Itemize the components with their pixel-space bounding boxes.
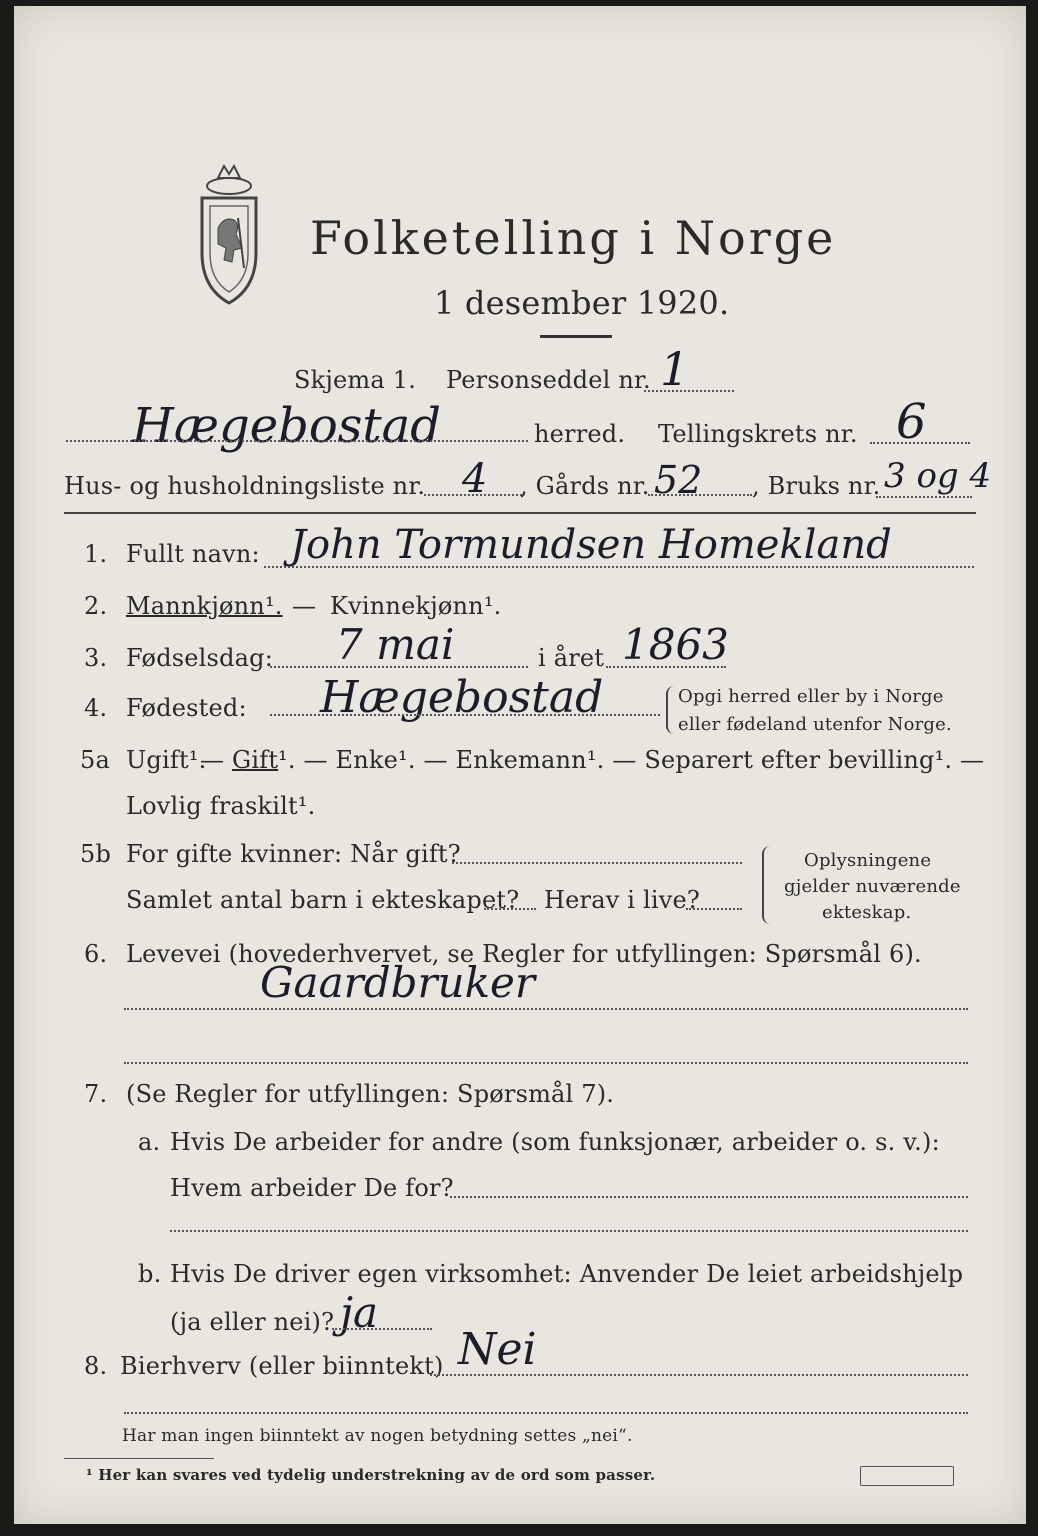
q7b-number: b. [138,1260,162,1288]
q2-number: 2. [84,592,108,620]
census-form: Folketelling i Norge 1 desember 1920. Skjema 1. Personseddel nr. 1 Hægebostad herred. Tellingskrets nr. 6 Hus- og husholdningsliste nr. 4 , Gårds nr. 52 , Bruks nr. 3 og 4 1. Fullt navn: John Tormundsen Homekland 2. Mannkjønn¹. — Kvinnekjønn¹. 3. Fødselsdag: 7 mai i året 1863 4. Fødested: Hægebostad Opgi herred eller by i Norge eller fødeland utenfor Norge. 5a Ugift¹. — Gift ¹. — Enke¹. — Enkemann¹. — Separert efter bevilling¹. — Lovlig fraskilt¹. 5b For gifte kvinner: Når gift? Samlet antal barn i ekteskapet? Herav i live? Oplysningene gjelder nuværende ekteskap. 6. Levevei (hovederhvervet, se Regler for utfyllingen: Spørsmål 6). Gaardbruker 7. (Se Regler for utfyllingen: Spørsmål 7). a. Hvis De arbeider for andre (som funksjonær, arbeider o. s. v.): Hvem arbeider De for? b. Hvis De driver egen virksomhet: Anvender De leiet arbeidshjelp (ja eller nei)? ja 8. Bierhverv (eller biinntekt) Nei Har man ingen biinntekt av nogen betydning settes „nei“. ¹ Her kan svares ved tydelig understrekning av de ord som passer. [14,6,1026,1524]
q5b-live: Herav i live? [544,886,700,914]
q7b-line [332,1328,432,1330]
footer-note: Har man ingen biinntekt av nogen betydning settes „nei“. [122,1426,633,1446]
form-title: Folketelling i Norge [310,211,837,265]
q6-label: Levevei (hovederhvervet, se Regler for utfyllingen: Spørsmål 6). [126,940,922,968]
gards-line [648,494,752,496]
title-rule [540,335,612,338]
q5a-gift: Gift [232,746,279,774]
hus-line [424,494,522,496]
q3-year-label: i året [538,644,605,672]
q1-number: 1. [84,540,108,568]
q6-value: Gaardbruker [260,958,535,1007]
q5a-fraskilt: Lovlig fraskilt¹. [126,792,316,820]
footnote-rule [64,1458,214,1459]
herred-value: Hægebostad [132,398,441,454]
q5b-note-1: Oplysningene [804,850,932,871]
q4-value: Hægebostad [320,672,604,723]
q5b-brace [762,846,772,924]
bruks-value: 3 og 4 [884,456,992,496]
q5b-note-2: gjelder nuværende [784,876,961,897]
q7a-who: Hvem arbeider De for? [170,1174,454,1202]
q6-line-2 [124,1062,968,1064]
q5b-live-line [686,908,742,910]
tellingskrets-line [870,442,970,444]
q4-note-2: eller fødeland utenfor Norge. [678,714,952,735]
q3-label: Fødselsdag: [126,644,273,672]
q7a-number: a. [138,1128,161,1156]
gards-label: , Gårds nr. [520,472,650,500]
hus-value: 4 [462,456,488,502]
personseddel-line [644,390,734,392]
bruks-line [876,496,972,498]
q8-number: 8. [84,1352,108,1380]
q4-line [270,714,660,716]
q8-line-1 [430,1374,968,1376]
personseddel-value: 1 [660,342,690,396]
q3-day-line [270,666,528,668]
q5a-number: 5a [80,746,110,774]
q4-label: Fødested: [126,694,247,722]
q7b-yn: (ja eller nei)? [170,1308,335,1336]
q1-label: Fullt navn: [126,540,260,568]
skjema-label: Skjema 1. [294,366,417,394]
q4-note-1: Opgi herred eller by i Norge [678,686,944,707]
q5b-note-3: ekteskap. [822,902,912,923]
q2-sep: — [292,592,317,620]
printer-stamp [860,1466,954,1486]
q3-day-value: 7 mai [336,620,455,669]
q3-year-value: 1863 [622,620,729,669]
q2-female: Kvinnekjønn¹. [330,592,502,620]
q6-number: 6. [84,940,108,968]
q5b-number: 5b [80,840,112,868]
header-separator [64,512,976,514]
hus-label: Hus- og husholdningsliste nr. [64,472,426,500]
q2-male: Mannkjønn¹. [126,592,283,620]
q8-line-2 [124,1412,968,1414]
q7-label: (Se Regler for utfyllingen: Spørsmål 7). [126,1080,615,1108]
q3-year-line [606,666,726,668]
q8-value: Nei [458,1324,537,1375]
q5b-gift-line [452,862,742,864]
tellingskrets-value: 6 [896,394,927,450]
q3-number: 3. [84,644,108,672]
q7b-value: ja [340,1288,379,1337]
q7a-line-1 [450,1196,968,1198]
herred-line [66,440,528,442]
q4-brace [666,686,674,734]
q5a-rest: ¹. — Enke¹. — Enkemann¹. — Separert efter bevilling¹. — [278,746,985,774]
q6-line-1 [124,1008,968,1010]
q7a-label: Hvis De arbeider for andre (som funksjonær, arbeider o. s. v.): [170,1128,940,1156]
q7-number: 7. [84,1080,108,1108]
coat-of-arms-icon [188,158,270,308]
q5b-barn: Samlet antal barn i ekteskapet? [126,886,520,914]
q1-name-value: John Tormundsen Homekland [290,522,892,568]
tellingskrets-label: Tellingskrets nr. [658,420,858,448]
q5b-label: For gifte kvinner: Når gift? [126,840,461,868]
form-date: 1 desember 1920. [434,284,730,322]
herred-label: herred. [534,420,626,448]
q7b-label: Hvis De driver egen virksomhet: Anvender De leiet arbeidshjelp [170,1260,964,1288]
gards-value: 52 [654,458,703,502]
q8-label: Bierhverv (eller biinntekt) [120,1352,444,1380]
q5b-barn-line [484,908,536,910]
bruks-label: , Bruks nr. [752,472,881,500]
q7a-line-2 [170,1230,968,1232]
personseddel-label: Personseddel nr. [446,366,651,394]
footnote: ¹ Her kan svares ved tydelig understrekning av de ord som passer. [86,1466,656,1484]
q1-line [264,566,974,568]
q5a-ugift: Ugift¹. [126,746,207,774]
q4-number: 4. [84,694,108,722]
